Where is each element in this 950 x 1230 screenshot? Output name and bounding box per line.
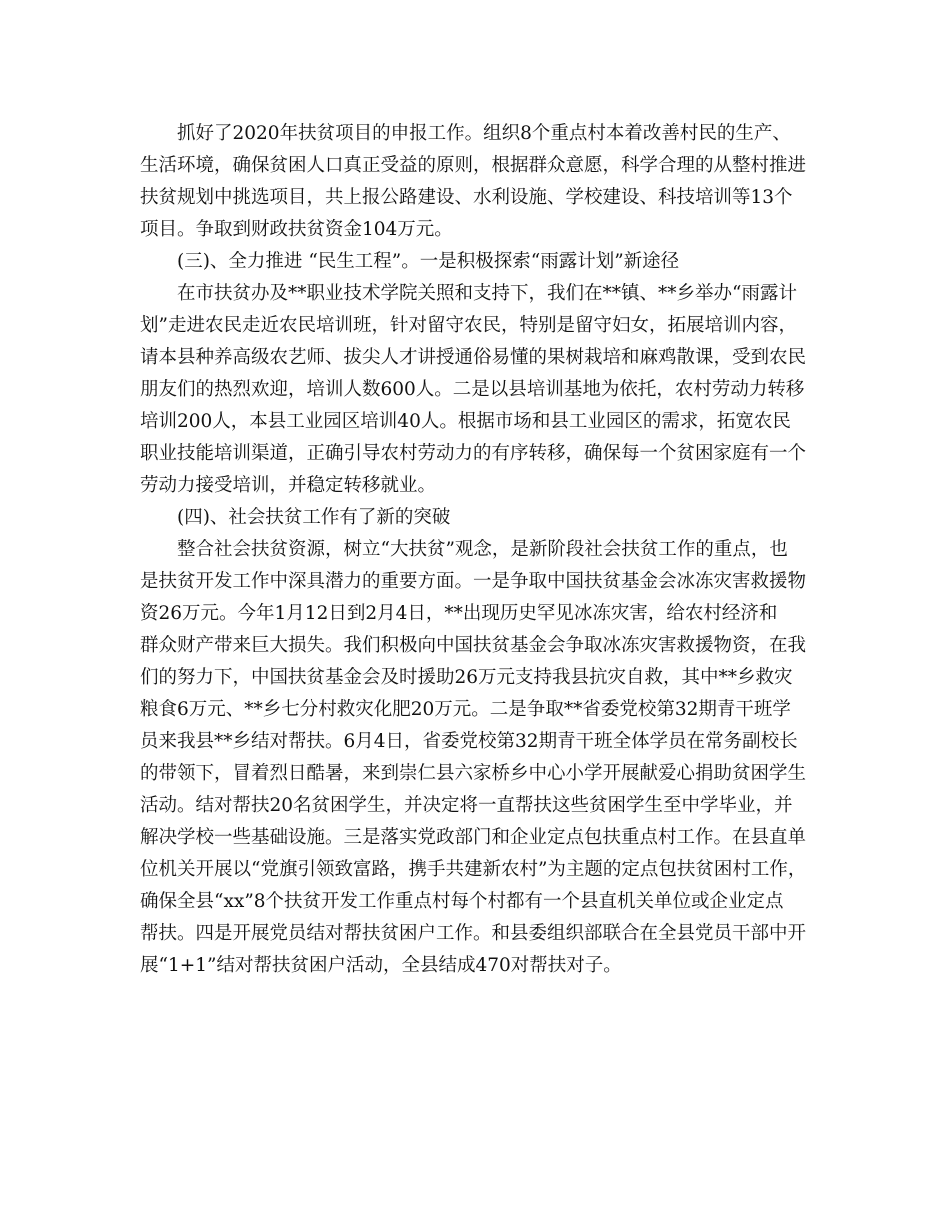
paragraph-first-line: (四)、社会扶贫工作有了新的突破 [177, 507, 451, 528]
paragraph-first-line: 抓好了2020年扶贫项目的申报工作。组织8个重点村本着改善村民的生产、 [177, 123, 791, 144]
text-line: 活动。结对帮扶20名贫困学生，并决定将一直帮扶这些贫困学生至中学毕业，并 [140, 795, 793, 816]
text-line: 是扶贫开发工作中深具潜力的重要方面。一是争取中国扶贫基金会冰冻灾害救援物 [140, 571, 807, 592]
text-line: 资26万元。今年1月12日到2月4日，**出现历史罕见冰冻灾害，给农村经济和 [140, 603, 778, 624]
text-line: 扶贫规划中挑选项目，共上报公路建设、水利设施、学校建设、科技培训等13个 [140, 187, 793, 208]
text-line: 生活环境，确保贫困人口真正受益的原则，根据群众意愿，科学合理的从整村推进 [140, 155, 807, 176]
text-line: 展“1+1”结对帮扶贫困户活动，全县结成470对帮扶对子。 [140, 955, 622, 976]
text-line: 确保全县“xx”8个扶贫开发工作重点村每个村都有一个县直机关单位或企业定点 [140, 891, 784, 912]
text-line: 项目。争取到财政扶贫资金104万元。 [140, 219, 453, 240]
text-line: 群众财产带来巨大损失。我们积极向中国扶贫基金会争取冰冻灾害救援物资，在我 [140, 635, 807, 656]
text-line: 请本县种养高级农艺师、拔尖人才讲授通俗易懂的果树栽培和麻鸡散课，受到农民 [140, 347, 807, 368]
text-line: 职业技能培训渠道，正确引导农村劳动力的有序转移，确保每一个贫困家庭有一个 [140, 443, 807, 464]
text-line: 粮食6万元、**乡七分村救灾化肥20万元。二是争取**省委党校第32期青干班学 [140, 699, 791, 720]
paragraph-first-line: 在市扶贫办及**职业技术学院关照和支持下，我们在**镇、**乡举办“雨露计 [177, 283, 797, 304]
paragraph-first-line: (三)、全力推进 “民生工程”。一是积极探索“雨露计划”新途径 [177, 251, 680, 272]
text-line: 位机关开展以“党旗引领致富路，携手共建新农村”为主题的定点包扶贫困村工作， [140, 859, 807, 880]
text-line: 们的努力下，中国扶贫基金会及时援助26万元支持我县抗灾自救，其中**乡救灾 [140, 667, 793, 688]
document-body [140, 118, 820, 982]
text-line: 劳动力接受培训，并稳定转移就业。 [140, 475, 437, 496]
text-line: 划”走进农民走近农民培训班，针对留守农民，特别是留守妇女，拓展培训内容， [140, 315, 797, 336]
text-line: 帮扶。四是开展党员结对帮扶贫困户工作。和县委组织部联合在全县党员干部中开 [140, 923, 807, 944]
text-line: 解决学校一些基础设施。三是落实党政部门和企业定点包扶重点村工作。在县直单 [140, 827, 807, 848]
text-line: 朋友们的热烈欢迎，培训人数600人。二是以县培训基地为依托，农村劳动力转移 [140, 379, 805, 400]
paragraph-first-line: 整合社会扶贫资源，树立“大扶贫”观念，是新阶段社会扶贫工作的重点，也 [177, 539, 788, 560]
text-line: 培训200人，本县工业园区培训40人。根据市场和县工业园区的需求，拓宽农民 [140, 411, 791, 432]
text-line: 员来我县**乡结对帮扶。6月4日，省委党校第32期青干班全体学员在常务副校长 [140, 731, 798, 752]
text-line: 的带领下，冒着烈日酷暑，来到崇仁县六家桥乡中心小学开展献爱心捐助贫困学生 [140, 763, 807, 784]
